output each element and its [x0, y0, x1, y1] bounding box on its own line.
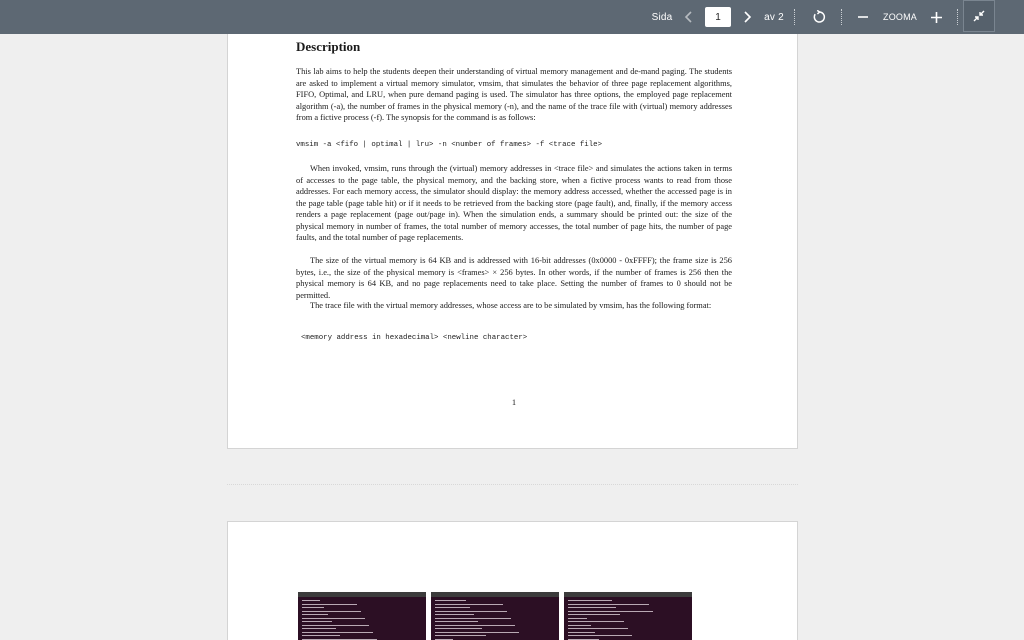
previous-page-button[interactable] — [680, 0, 698, 34]
terminal-text-line — [568, 618, 587, 619]
chevron-right-icon — [742, 11, 752, 23]
terminal-text-line — [302, 618, 365, 619]
terminal-text-line — [435, 628, 482, 629]
terminal-text-line — [568, 621, 624, 622]
terminal-text-line — [435, 621, 478, 622]
memory-size-paragraph: The size of the virtual memory is 64 KB and is addressed with 16-bit addresses (0x0000 - 0xFFFF); the frame size is 256 bytes, i.e., the size of the physical memory is <frames> × 256 bytes. In other words, if the number of frames is 256 then the physical memory is 64 KB, and no page replacements need to take place. Setting the number of frames to 0 should not be permitted. — [296, 256, 732, 300]
exit-fullscreen-button[interactable] — [963, 0, 995, 32]
zoom-out-button[interactable] — [853, 0, 873, 34]
terminal-text-line — [302, 639, 377, 640]
terminal-text-line — [302, 621, 332, 622]
terminal-text-line — [302, 632, 373, 633]
terminal-text-line — [302, 604, 357, 605]
document-page-1 — [227, 34, 798, 449]
trace-file-paragraph: The trace file with the virtual memory addresses, whose access are to be simulated by vmsim, has the following format: — [310, 301, 712, 310]
toolbar-divider — [841, 9, 842, 25]
terminal-text-line — [302, 628, 336, 629]
trace-format-line: <memory address in hexadecimal> <newline character> — [301, 334, 528, 342]
terminal-text-line — [435, 614, 474, 615]
terminal-text-line — [568, 607, 616, 608]
terminal-text-line — [568, 632, 595, 633]
document-viewer[interactable] — [0, 34, 1024, 640]
page-number-input[interactable] — [705, 7, 731, 27]
section-title: Description — [296, 39, 361, 54]
terminal-text-line — [302, 607, 324, 608]
terminal-text-line — [435, 618, 511, 619]
terminal-text-line — [568, 628, 628, 629]
terminal-text-line — [568, 625, 591, 626]
terminal-screenshot — [564, 592, 692, 640]
terminal-text-line — [435, 632, 519, 633]
terminal-text-line — [435, 611, 507, 612]
terminal-screenshot — [431, 592, 559, 640]
next-page-button[interactable] — [737, 0, 757, 34]
terminal-text-line — [435, 607, 470, 608]
terminal-text-line — [435, 604, 503, 605]
terminal-text-line — [568, 639, 599, 640]
terminal-text-line — [568, 611, 653, 612]
page-count-label: av 2 — [764, 11, 784, 23]
command-synopsis: vmsim -a <fifo | optimal | lru> -n <number of frames> -f <trace file> — [296, 141, 603, 149]
terminal-text-line — [435, 600, 466, 601]
toolbar-divider — [957, 9, 958, 25]
terminal-screenshot — [298, 592, 426, 640]
terminal-text-line — [302, 614, 328, 615]
terminal-text-line — [435, 635, 486, 636]
terminal-text-line — [435, 639, 453, 640]
toolbar-divider — [794, 9, 795, 25]
zoom-in-button[interactable] — [926, 0, 946, 34]
terminal-text-line — [568, 635, 632, 636]
zoom-label: ZOOMA — [883, 12, 917, 22]
page-number: 1 — [511, 397, 517, 407]
page-label: Sida — [651, 11, 673, 23]
viewer-toolbar — [0, 0, 1024, 34]
intro-paragraph: This lab aims to help the students deepen their understanding of virtual memory management and de-mand paging. The students are asked to implement a virtual memory simulator, vmsim, that simulates the behavior of three page replacement algorithms, FIFO, Optimal, and LRU, when pure demand paging is used. The simulator has three options, the employed page replacement algorithm (-a), the number of frames in the physical memory (-n), and the name of the trace file with (virtual) memory addresses from a fictive process (-f). The synopsis for the command is as follows: — [296, 67, 732, 122]
terminal-text-line — [568, 604, 649, 605]
rotate-button[interactable] — [806, 0, 832, 34]
collapse-icon — [973, 10, 985, 22]
terminal-text-line — [302, 635, 340, 636]
page-separator — [227, 484, 798, 485]
rotate-icon — [812, 10, 826, 24]
plus-icon — [931, 12, 942, 23]
invocation-paragraph: When invoked, vmsim, runs through the (virtual) memory addresses in <trace file> and simulates the actions taken in terms of accesses to the page table, the physical memory, and the backing store, when a fictive process wants to read from those addresses. For each memory access, the simulator should display: the memory address accessed, whether the accessed page is in the page table (page table hit) or if it needs to be retrieved from the backing store (page fault), and, finally, if the memory access renders a page replacement (page out/page in). When the simulation ends, a summary should be printed out: the size of the physical memory in number of frames, the total number of memory accesses, the total number of page hits, the number of page faults, and the total number of page replacements. — [296, 164, 732, 242]
terminal-text-line — [568, 614, 620, 615]
minus-icon — [858, 12, 868, 22]
chevron-left-icon — [684, 11, 694, 23]
terminal-text-line — [435, 625, 515, 626]
terminal-text-line — [302, 611, 361, 612]
terminal-text-line — [568, 600, 612, 601]
document-page-2 — [227, 521, 798, 640]
terminal-text-line — [302, 600, 320, 601]
terminal-text-line — [302, 625, 369, 626]
